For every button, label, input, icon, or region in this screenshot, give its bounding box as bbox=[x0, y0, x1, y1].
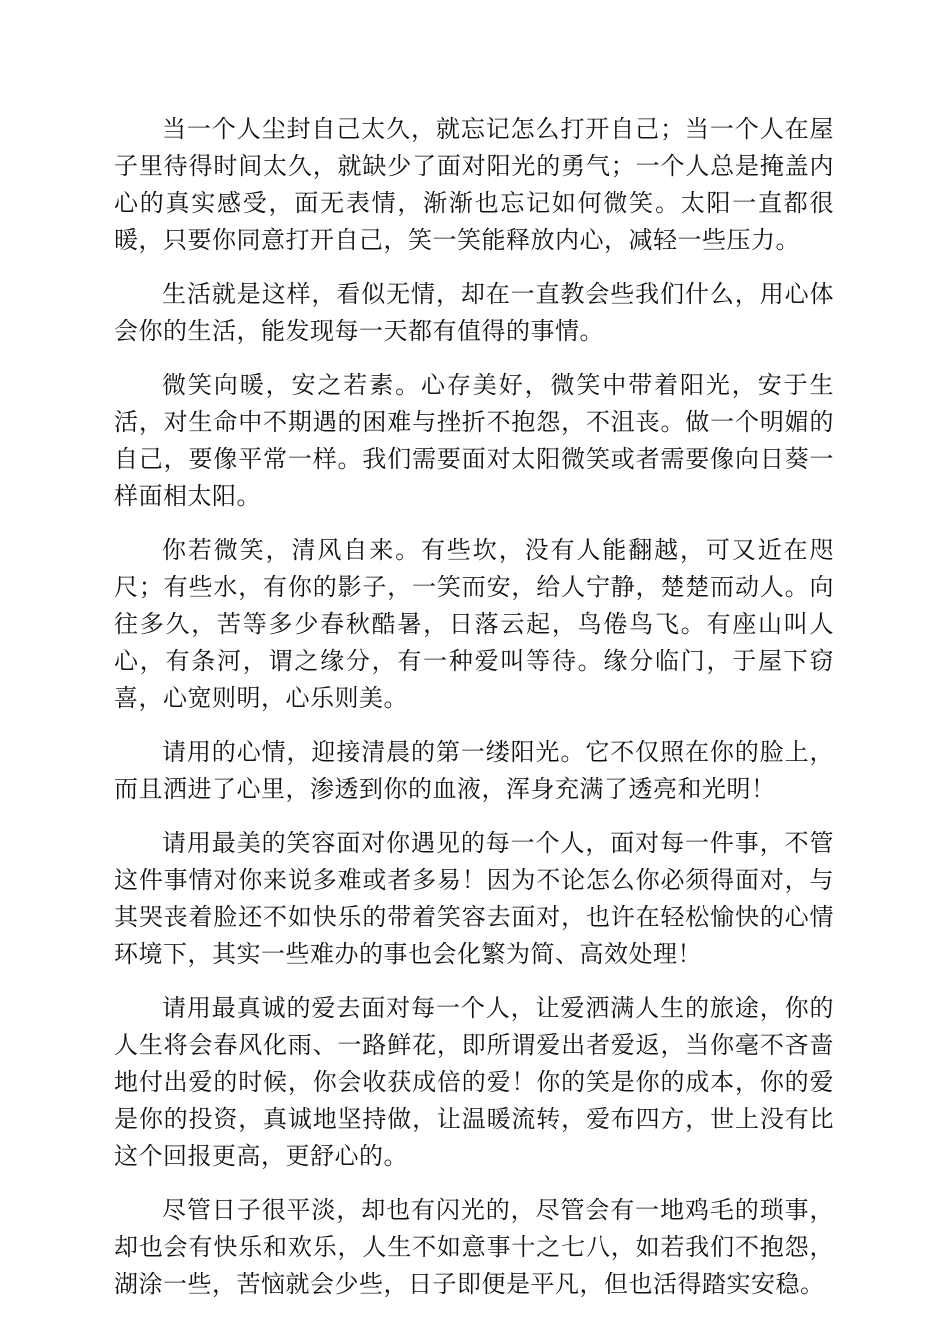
paragraph-7: 请用最真诚的爱去面对每一个人，让爱洒满人生的旅途，你的人生将会春风化雨、一路鲜花，即所谓爱出者爱返，当你毫不吝啬地付出爱的时候，你会收获成倍的爱！你的笑是你的成本，你的爱是你的投资，真诚地坚持做，让温暖流转，爱布四方，世上没有比这个回报更高，更舒心的。 bbox=[114, 994, 834, 1170]
paragraph-3: 微笑向暖，安之若素。心存美好，微笑中带着阳光，安于生活，对生命中不期遇的困难与挫折不抱怨，不沮丧。做一个明媚的自己，要像平常一样。我们需要面对太阳微笑或者需要像向日葵一样面相太阳。 bbox=[114, 371, 834, 510]
paragraph-6: 请用最美的笑容面对你遇见的每一个人，面对每一件事，不管这件事情对你来说多难或者多易！因为不论怎么你必须得面对，与其哭丧着脸还不如快乐的带着笑容去面对，也许在轻松愉快的心情环境下，其实一些难办的事也会化繁为简、高效处理！ bbox=[114, 829, 834, 968]
paragraph-8: 尽管日子很平淡，却也有闪光的，尽管会有一地鸡毛的琐事，却也会有快乐和欢乐，人生不如意事十之七八，如若我们不抱怨，湖涂一些，苦恼就会少些，日子即便是平凡，但也活得踏实安稳。 bbox=[114, 1196, 834, 1298]
paragraph-4: 你若微笑，清风自来。有些坎，没有人能翻越，可又近在咫尺；有些水，有你的影子，一笑而安，给人宁静，楚楚而动人。向往多久，苦等多少春秋酷暑，日落云起，鸟倦鸟飞。有座山叫人心，有条河，谓之缘分，有一种爱叫等待。缘分临门，于屋下窃喜，心宽则明，心乐则美。 bbox=[114, 536, 834, 712]
paragraph-1: 当一个人尘封自己太久，就忘记怎么打开自己；当一个人在屋子里待得时间太久，就缺少了面对阳光的勇气；一个人总是掩盖内心的真实感受，面无表情，渐渐也忘记如何微笑。太阳一直都很暖，只要你同意打开自己，笑一笑能释放内心，减轻一些压力。 bbox=[114, 115, 834, 254]
paragraph-2: 生活就是这样，看似无情，却在一直教会些我们什么，用心体会你的生活，能发现每一天都有值得的事情。 bbox=[114, 280, 834, 345]
document-body bbox=[114, 111, 834, 1320]
paragraph-5: 请用的心情，迎接清晨的第一缕阳光。它不仅照在你的脸上，而且洒进了心里，渗透到你的血液，浑身充满了透亮和光明！ bbox=[114, 738, 834, 803]
